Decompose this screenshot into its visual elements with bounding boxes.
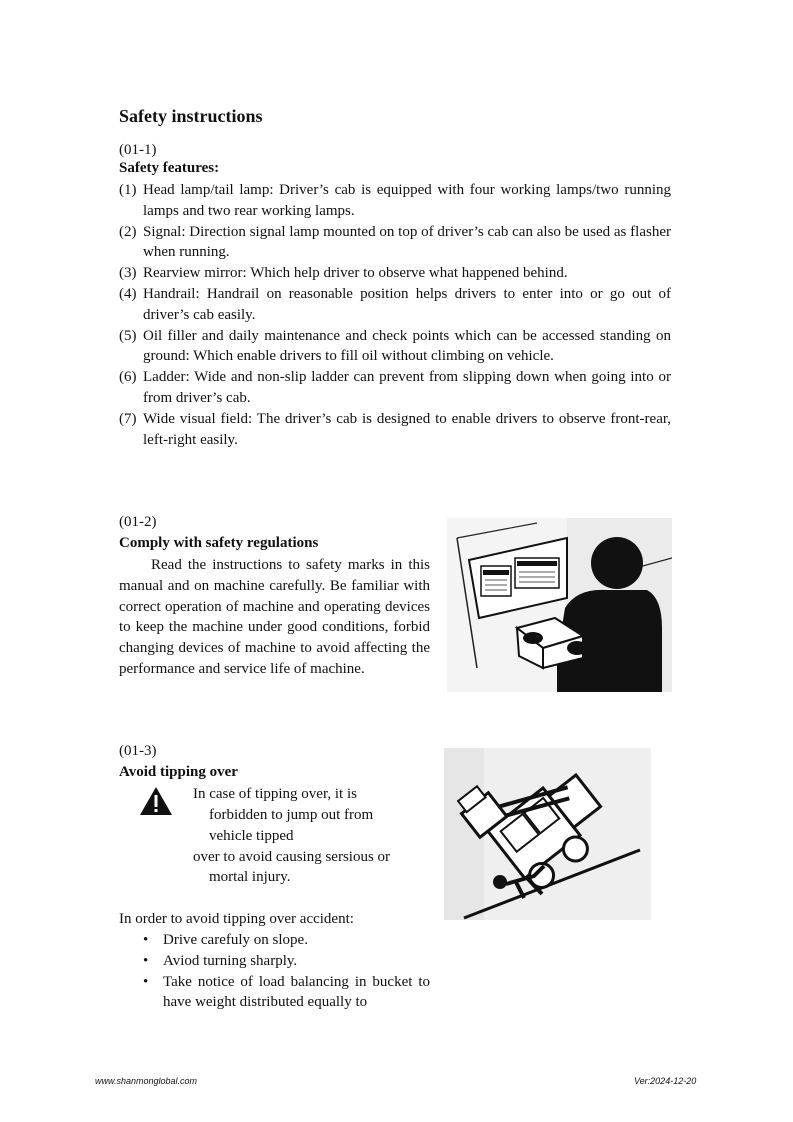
safety-features-list [119, 180, 671, 450]
warning-icon [139, 786, 173, 821]
section-heading-comply: Comply with safety regulations [119, 535, 319, 551]
list-item: (2) Signal: Direction signal lamp mounted on top of driver’s cab can also be used as flasher when running. [119, 223, 671, 261]
section-code-01-2: (01-2) [119, 514, 157, 530]
section-heading-avoid-tipping: Avoid tipping over [119, 764, 238, 780]
footer-version: Ver:2024-12-20 [634, 1076, 697, 1086]
list-item: (5) Oil filler and daily maintenance and check points which can be accessed standing on ground: Which enable drivers to fill oil without climbing on vehicle. [119, 327, 671, 365]
list-item: • Drive carefuly on slope. [143, 932, 308, 948]
warning-line-2: forbidden to jump out from [209, 807, 374, 823]
page-title: Safety instructions [119, 106, 263, 126]
list-item: • Aviod turning sharply. [143, 952, 298, 969]
list-item: (4) Handrail: Handrail on reasonable position helps drivers to enter into or go out of driver’s cab easily. [119, 285, 671, 323]
tipping-bullet-list [143, 930, 430, 1013]
list-item: (3) Rearview mirror: Which help driver to observe what happened behind. [119, 265, 568, 282]
warning-line-4: over to avoid causing sersious or [193, 849, 391, 865]
warning-line-1: In case of tipping over, it is [193, 786, 357, 802]
list-item: (1) Head lamp/tail lamp: Driver’s cab is equipped with four working lamps/two running lamps and two rear working lamps. [119, 182, 671, 219]
list-item: (6) Ladder: Wide and non-slip ladder can prevent from slipping down when going into or from driver’s cab. [119, 369, 671, 406]
list-item: (7) Wide visual field: The driver’s cab is designed to enable drivers to observe front-rear, left-right easily. [119, 410, 671, 448]
list-item: • Take notice of load balancing in bucket to have weight distributed equally to [143, 973, 430, 1011]
section-code-01-1: (01-1) [119, 142, 157, 158]
tipping-intro: In order to avoid tipping over accident: [119, 911, 354, 927]
warning-line-3: vehicle tipped [209, 828, 294, 844]
footer-website: www.shanmonglobal.com [95, 1076, 198, 1086]
section-code-01-3: (01-3) [119, 743, 157, 759]
tipping-over-illustration [444, 748, 651, 920]
comply-paragraph: Read the instructions to safety marks in this manual and on machine carefully. Be familiar with correct operation of machine and operating devices to keep the machine under good conditions, forbid changing devices of machine to avoid affecting the performance and service life of machine. [119, 557, 430, 677]
section-heading-safety-features: Safety features: [119, 160, 220, 176]
warning-line-5: mortal injury. [209, 869, 291, 885]
reading-manual-illustration [447, 518, 672, 692]
